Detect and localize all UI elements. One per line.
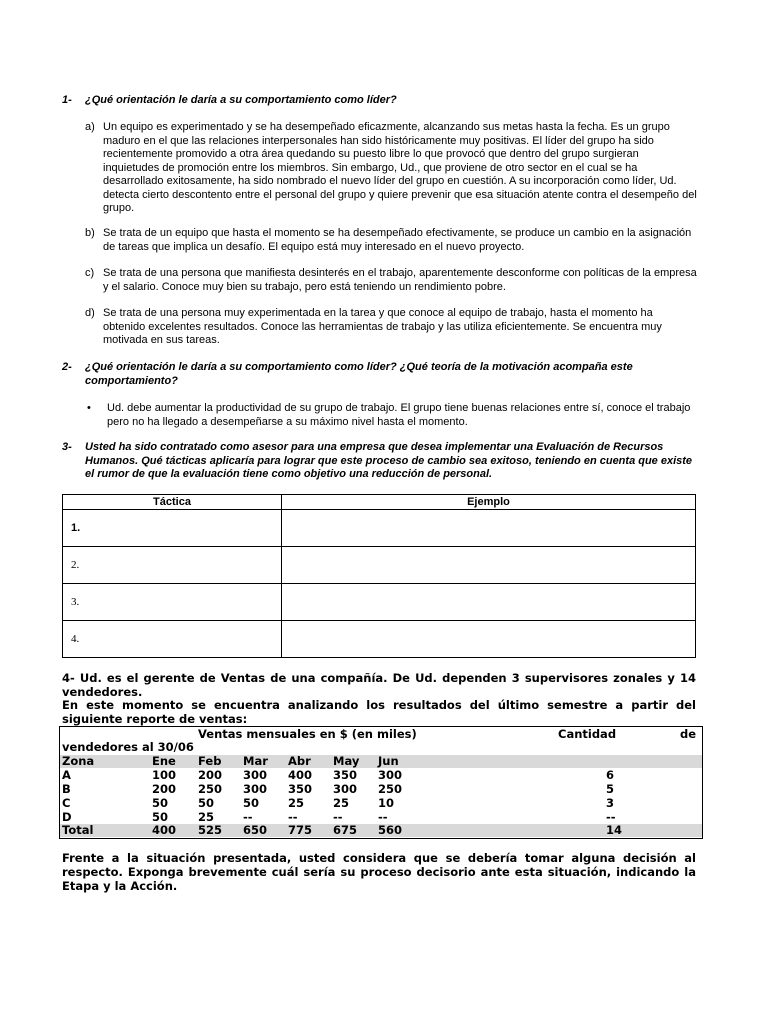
- value-cell: 775: [288, 823, 313, 837]
- vendedores-cell: 14: [606, 823, 623, 837]
- value-cell: 250: [378, 782, 403, 796]
- col-mar: Mar: [243, 754, 268, 768]
- question-1-text: ¿Qué orientación le daría a su comportamiento como líder?: [85, 94, 397, 106]
- value-cell: 300: [243, 768, 268, 782]
- value-cell: 200: [152, 782, 177, 796]
- question-4-intro: 4- Ud. es el gerente de Ventas de una compañía. De Ud. dependen 3 supervisores zonales y 14 vendedores.: [62, 671, 696, 699]
- question-1-item-a: [85, 121, 697, 216]
- sales-subtitle-row: [60, 741, 702, 754]
- value-cell: 200: [198, 768, 223, 782]
- value-cell: 300: [333, 782, 358, 796]
- question-1-item-c: [85, 267, 697, 294]
- question-1-item-b: [85, 227, 697, 254]
- item-label: d): [85, 307, 95, 319]
- value-cell: --: [243, 810, 253, 824]
- zona-cell: C: [62, 796, 71, 810]
- question-2-number: 2-: [62, 361, 72, 373]
- value-cell: 675: [333, 823, 358, 837]
- total-row: [60, 824, 702, 837]
- question-1-item-d: [85, 307, 697, 348]
- col-zona: Zona: [62, 754, 95, 768]
- value-cell: 525: [198, 823, 223, 837]
- tactic-cell[interactable]: [63, 510, 282, 547]
- value-cell: 100: [152, 768, 177, 782]
- quantity-label: Cantidad: [558, 727, 617, 741]
- item-label: b): [85, 227, 95, 239]
- tactic-cell[interactable]: [63, 621, 282, 658]
- value-cell: 50: [152, 796, 169, 810]
- col-ene: Ene: [152, 754, 176, 768]
- value-cell: 25: [333, 796, 350, 810]
- item-text: Se trata de una persona que manifiesta desinterés en el trabajo, aparentemente desconforme con políticas de la empresa y el salario. Conoce muy bien su trabajo, pero está teniendo un rendimiento pobre.: [103, 267, 697, 293]
- table-row: [63, 584, 696, 621]
- table-row: [63, 510, 696, 547]
- table-row: [63, 547, 696, 584]
- sales-title: Ventas mensuales en $ (en miles): [198, 727, 417, 741]
- value-cell: --: [378, 810, 388, 824]
- row-number: 1.: [71, 522, 81, 534]
- vendedores-cell: 3: [606, 796, 615, 810]
- question-3-number: 3-: [62, 441, 72, 453]
- value-cell: 10: [378, 796, 395, 810]
- value-cell: 300: [243, 782, 268, 796]
- row-number: 3.: [71, 596, 80, 608]
- question-3-text: Usted ha sido contratado como asesor para una empresa que desea implementar una Evaluación de Recursos Humanos. Qué tácticas aplicaría para lograr que este proceso de cambio sea exitoso, teniendo en cuenta que existe el rumor de que la evaluación tiene como objetivo una reducción de personal.: [85, 441, 693, 480]
- value-cell: 650: [243, 823, 268, 837]
- value-cell: 350: [288, 782, 313, 796]
- table-row: [60, 797, 702, 810]
- table-row: [60, 783, 702, 796]
- value-cell: 250: [198, 782, 223, 796]
- bullet: •: [87, 402, 91, 414]
- col-may: May: [333, 754, 360, 768]
- question-3: [62, 441, 702, 482]
- quantity-label-rest: vendedores al 30/06: [62, 740, 194, 754]
- table-header-row: [63, 495, 696, 510]
- value-cell: 25: [288, 796, 305, 810]
- col-jun: Jun: [378, 754, 399, 768]
- value-cell: 50: [152, 810, 169, 824]
- value-cell: --: [288, 810, 298, 824]
- question-1-number: 1-: [62, 94, 72, 106]
- tactics-table: [62, 494, 696, 658]
- item-label: a): [85, 121, 95, 133]
- question-2-text: ¿Qué orientación le daría a su comportamiento como líder? ¿Qué teoría de la motivación acompaña este comportamiento?: [85, 361, 633, 387]
- sales-report: [59, 726, 703, 839]
- col-feb: Feb: [198, 754, 222, 768]
- col-abr: Abr: [288, 754, 311, 768]
- question-2-item: [85, 402, 697, 429]
- value-cell: 560: [378, 823, 403, 837]
- row-number: 2.: [71, 559, 80, 571]
- example-cell[interactable]: [282, 547, 696, 584]
- question-2: [62, 361, 702, 388]
- item-text: Se trata de una persona muy experimentada en la tarea y que conoce al equipo de trabajo, hasta el momento ha obtenido excelentes resultados. Conoce las herramientas de trabajo y las utiliza eficientemente. Se encuentra muy motivada en sus tareas.: [103, 307, 662, 346]
- quantity-label-de: de: [680, 727, 697, 741]
- value-cell: 400: [288, 768, 313, 782]
- total-label: Total: [62, 823, 94, 837]
- vendedores-cell: --: [606, 810, 616, 824]
- value-cell: 25: [198, 810, 215, 824]
- vendedores-cell: 6: [606, 768, 615, 782]
- value-cell: 300: [378, 768, 403, 782]
- tactic-cell[interactable]: [63, 584, 282, 621]
- table-row: [60, 769, 702, 782]
- item-text: Ud. debe aumentar la productividad de su grupo de trabajo. El grupo tiene buenas relaciones entre sí, conoce el trabajo pero no ha llegado a desempeñarse a su máximo nivel hasta el momento.: [107, 402, 691, 428]
- question-4-closing: Frente a la situación presentada, usted considera que se debería tomar alguna decisión al respecto. Exponga brevemente cuál sería su proceso decisorio ante esta situación, indicando la Etapa y la Acción.: [62, 851, 696, 893]
- zona-cell: B: [62, 782, 71, 796]
- vendedores-cell: 5: [606, 782, 615, 796]
- header-tactica: Táctica: [63, 495, 282, 510]
- question-1: [62, 94, 702, 108]
- header-ejemplo: Ejemplo: [282, 495, 696, 510]
- sales-header-row: [60, 755, 702, 768]
- item-text: Se trata de un equipo que hasta el momento se ha desempeñado efectivamente, se produce un cambio en la asignación de tareas que implica un desafío. El equipo está muy interesado en el nuevo proyecto.: [103, 227, 692, 253]
- example-cell[interactable]: [282, 621, 696, 658]
- value-cell: 50: [198, 796, 215, 810]
- tactic-cell[interactable]: [63, 547, 282, 584]
- example-cell[interactable]: [282, 584, 696, 621]
- value-cell: 350: [333, 768, 358, 782]
- example-cell[interactable]: [282, 510, 696, 547]
- item-label: c): [85, 267, 95, 279]
- value-cell: 50: [243, 796, 260, 810]
- zona-cell: D: [62, 810, 72, 824]
- table-row: [63, 621, 696, 658]
- row-number: 4.: [71, 633, 80, 645]
- value-cell: --: [333, 810, 343, 824]
- item-text: Un equipo es experimentado y se ha desempeñado eficazmente, alcanzando sus metas hasta la fecha. Es un grupo maduro en el que las relaciones interpersonales han sido históricamente muy positivas. El líder del grupo ha sido recientemente promovido a otra área quedando su puesto libre lo que provocó que dentro del grupo surgieran inquietudes de promoción entre los miembros. Sin embargo, Ud., que proviene de otro sector en el cual se ha desarrollado exitosamente, ha sido nombrado el nuevo líder del grupo en cuestión. A su incorporación como líder, Ud. detecta cierto descontento entre el personal del grupo y quiere prevenir que esa situación atente contra el desempeño del grupo.: [103, 121, 697, 214]
- zona-cell: A: [62, 768, 71, 782]
- question-4-context: En este momento se encuentra analizando los resultados del último semestre a partir del siguiente reporte de ventas:: [62, 698, 696, 726]
- value-cell: 400: [152, 823, 177, 837]
